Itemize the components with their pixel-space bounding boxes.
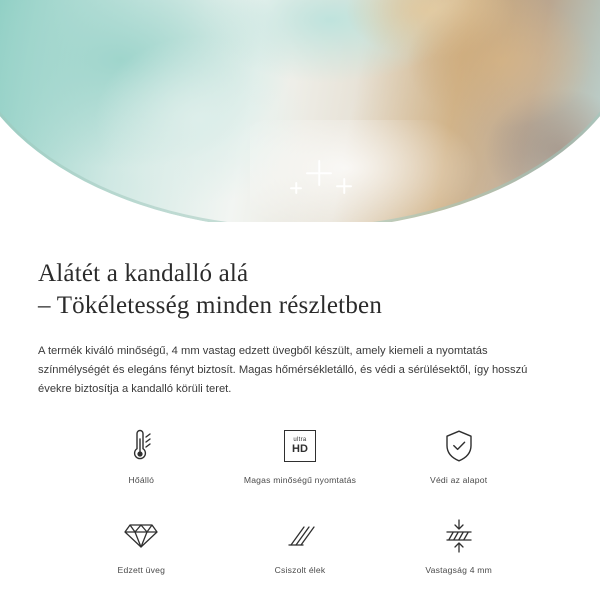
marble-print-artwork	[0, 0, 600, 222]
feature-label: Védi az alapot	[430, 475, 488, 485]
hero-product-image	[0, 0, 600, 222]
thermometer-icon	[127, 425, 155, 467]
feature-item-heat-resistant	[62, 425, 221, 505]
feature-label: Magas minőségű nyomtatás	[243, 475, 357, 485]
page-title	[38, 258, 562, 322]
ultra-hd-icon	[284, 425, 316, 467]
product-description-block	[0, 222, 600, 595]
thickness-arrows-icon	[442, 515, 476, 557]
feature-label: Edzett üveg	[117, 565, 166, 575]
page-title-line-2: – Tökéletesség minden részletben	[38, 292, 383, 319]
polished-edges-icon	[283, 515, 317, 557]
feature-item-surface-protection	[379, 425, 538, 505]
page-title-line-1: Alátét a kandalló alá	[38, 260, 249, 287]
ultra-hd-badge-top: ultra	[293, 437, 307, 443]
ultra-hd-badge-bottom: HD	[292, 443, 308, 455]
product-description-text: A termék kiváló minőségű, 4 mm vastag edzett üvegből készült, amely kiemeli a nyomtatás színmélységét és elegáns fényt biztosít. Magas hőmérsékletálló, és védi a sérülésektől, így hosszú évekre biztosítja a kandalló körüli teret.	[38, 345, 528, 395]
diamond-icon	[123, 515, 159, 557]
feature-label: Csiszolt élek	[274, 565, 326, 575]
shield-check-icon	[443, 425, 475, 467]
feature-item-polished-edges	[221, 515, 380, 595]
feature-label: Hőálló	[128, 475, 155, 485]
feature-label: Vastagság 4 mm	[425, 565, 492, 575]
feature-item-print-quality	[221, 425, 380, 505]
feature-item-thickness	[379, 515, 538, 595]
feature-item-tempered-glass	[62, 515, 221, 595]
feature-grid	[38, 425, 562, 595]
